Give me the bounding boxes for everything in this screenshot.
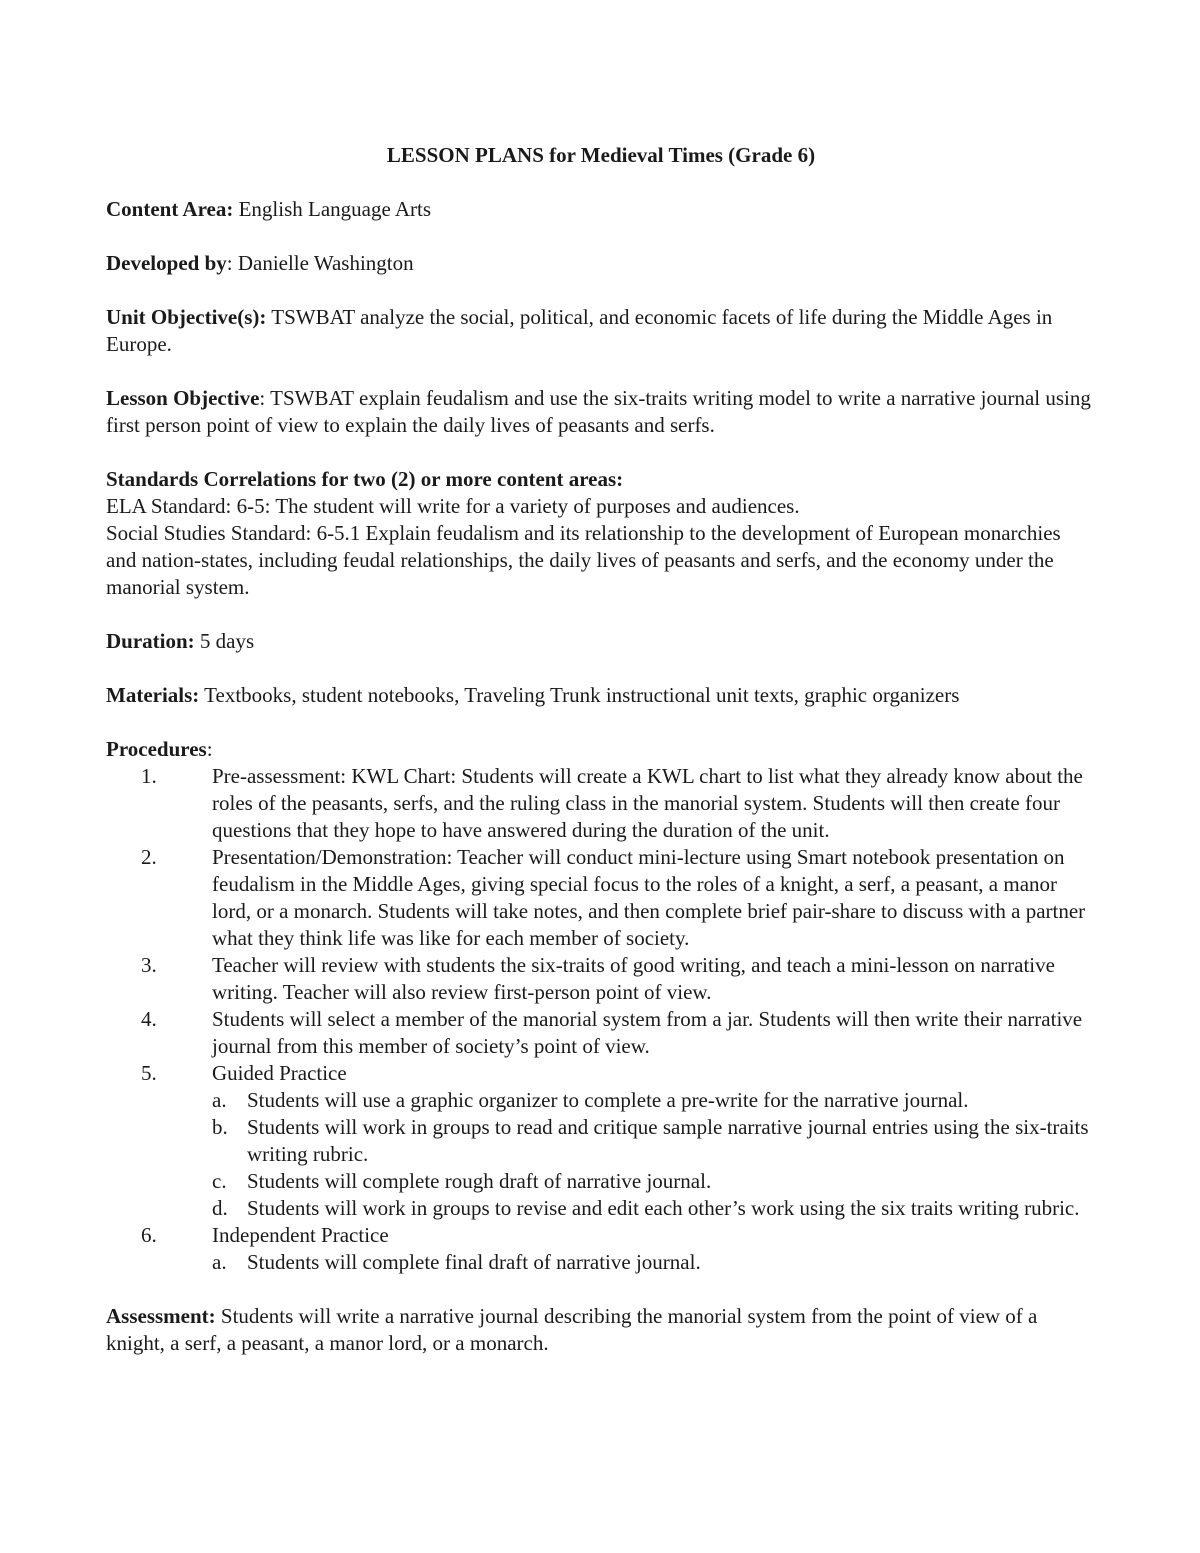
unit-objective-value: TSWBAT analyze the social, political, and economic facets of life during the Middle Ages in Europe. [106, 305, 1053, 356]
procedures-list [106, 763, 1096, 1276]
sub-procedure-text: Students will complete rough draft of narrative journal. [247, 1169, 712, 1193]
procedure-item [106, 1060, 1096, 1222]
procedure-number: 1. [141, 764, 157, 788]
unit-objective-label: Unit Objective(s): [106, 305, 267, 329]
sub-procedure-letter: a. [212, 1088, 227, 1112]
procedure-number: 3. [141, 953, 157, 977]
sub-procedure-letter: b. [212, 1115, 228, 1139]
sub-procedure-letter: c. [212, 1169, 227, 1193]
sub-procedure-item [212, 1087, 1096, 1114]
procedure-item [106, 763, 1096, 844]
developed-by-label: Developed by [106, 251, 227, 275]
sub-procedure-text: Students will work in groups to read and critique sample narrative journal entries using the six-traits writing rubric. [247, 1115, 1089, 1166]
lesson-objective [106, 385, 1096, 439]
lesson-objective-label: Lesson Objective [106, 386, 260, 410]
procedure-item [106, 952, 1096, 1006]
duration-label: Duration: [106, 629, 195, 653]
developed-by [106, 250, 1096, 277]
sub-procedure-text: Students will complete final draft of narrative journal. [247, 1250, 701, 1274]
duration-value: 5 days [194, 629, 255, 653]
procedure-text: Presentation/Demonstration: Teacher will conduct mini-lecture using Smart notebook presentation on feudalism in the Middle Ages, giving special focus to the roles of a knight, a serf, a peasant, a manor lord, or a monarch. Students will take notes, and then complete brief pair-share to discuss with a partner what they think life was like for each member of society. [212, 845, 1086, 950]
sub-procedure-letter: d. [212, 1196, 228, 1220]
ela-standard: ELA Standard: 6-5: The student will write for a variety of purposes and audiences. [106, 494, 800, 518]
sub-procedures-list [212, 1087, 1096, 1222]
procedure-item [106, 1222, 1096, 1276]
procedure-text: Independent Practice [212, 1223, 389, 1247]
standards-heading: Standards Correlations for two (2) or more content areas: [106, 467, 624, 491]
procedures-heading [106, 736, 1096, 763]
materials-value: Textbooks, student notebooks, Traveling Trunk instructional unit texts, graphic organizers [199, 683, 960, 707]
sub-procedure-item [212, 1195, 1096, 1222]
procedure-number: 6. [141, 1223, 157, 1247]
procedure-item [106, 844, 1096, 952]
lesson-objective-value: : TSWBAT explain feudalism and use the six-traits writing model to write a narrative journal using first person point of view to explain the daily lives of peasants and serfs. [106, 386, 1091, 437]
standards-section [106, 466, 1096, 601]
procedure-number: 5. [141, 1061, 157, 1085]
document-page [106, 142, 1096, 1357]
procedures-colon: : [206, 737, 213, 761]
procedures-label: Procedures [106, 737, 207, 761]
sub-procedure-item [212, 1114, 1096, 1168]
document-title: LESSON PLANS for Medieval Times (Grade 6) [386, 143, 816, 167]
procedure-text: Pre-assessment: KWL Chart: Students will create a KWL chart to list what they already know about the roles of the peasants, serfs, and the ruling class in the manorial system. Students will then create four questions that they hope to have answered during the duration of the unit. [212, 764, 1083, 842]
materials-label: Materials: [106, 683, 200, 707]
sub-procedures-list [212, 1249, 1096, 1276]
social-studies-standard: Social Studies Standard: 6-5.1 Explain feudalism and its relationship to the development of European monarchies and nation-states, including feudal relationships, the daily lives of peasants and serfs, and the economy under the manorial system. [106, 521, 1061, 599]
assessment-label: Assessment: [106, 1304, 216, 1328]
procedure-number: 2. [141, 845, 157, 869]
duration [106, 628, 1096, 655]
unit-objective [106, 304, 1096, 358]
procedure-number: 4. [141, 1007, 157, 1031]
procedure-text: Teacher will review with students the six-traits of good writing, and teach a mini-lesson on narrative writing. Teacher will also review first-person point of view. [212, 953, 1055, 1004]
procedure-item [106, 1006, 1096, 1060]
sub-procedure-text: Students will use a graphic organizer to complete a pre-write for the narrative journal. [247, 1088, 969, 1112]
procedure-text: Students will select a member of the manorial system from a jar. Students will then write their narrative journal from this member of society’s point of view. [212, 1007, 1083, 1058]
sub-procedure-text: Students will work in groups to revise and edit each other’s work using the six traits writing rubric. [247, 1196, 1080, 1220]
developed-by-value: : Danielle Washington [226, 251, 414, 275]
assessment-value: Students will write a narrative journal describing the manorial system from the point of view of a knight, a serf, a peasant, a manor lord, or a monarch. [106, 1304, 1038, 1355]
content-area-label: Content Area: [106, 197, 234, 221]
procedure-text: Guided Practice [212, 1061, 347, 1085]
materials [106, 682, 1096, 709]
sub-procedure-item [212, 1249, 1096, 1276]
sub-procedure-item [212, 1168, 1096, 1195]
assessment [106, 1303, 1096, 1357]
sub-procedure-letter: a. [212, 1250, 227, 1274]
content-area-value: English Language Arts [233, 197, 432, 221]
content-area [106, 196, 1096, 223]
